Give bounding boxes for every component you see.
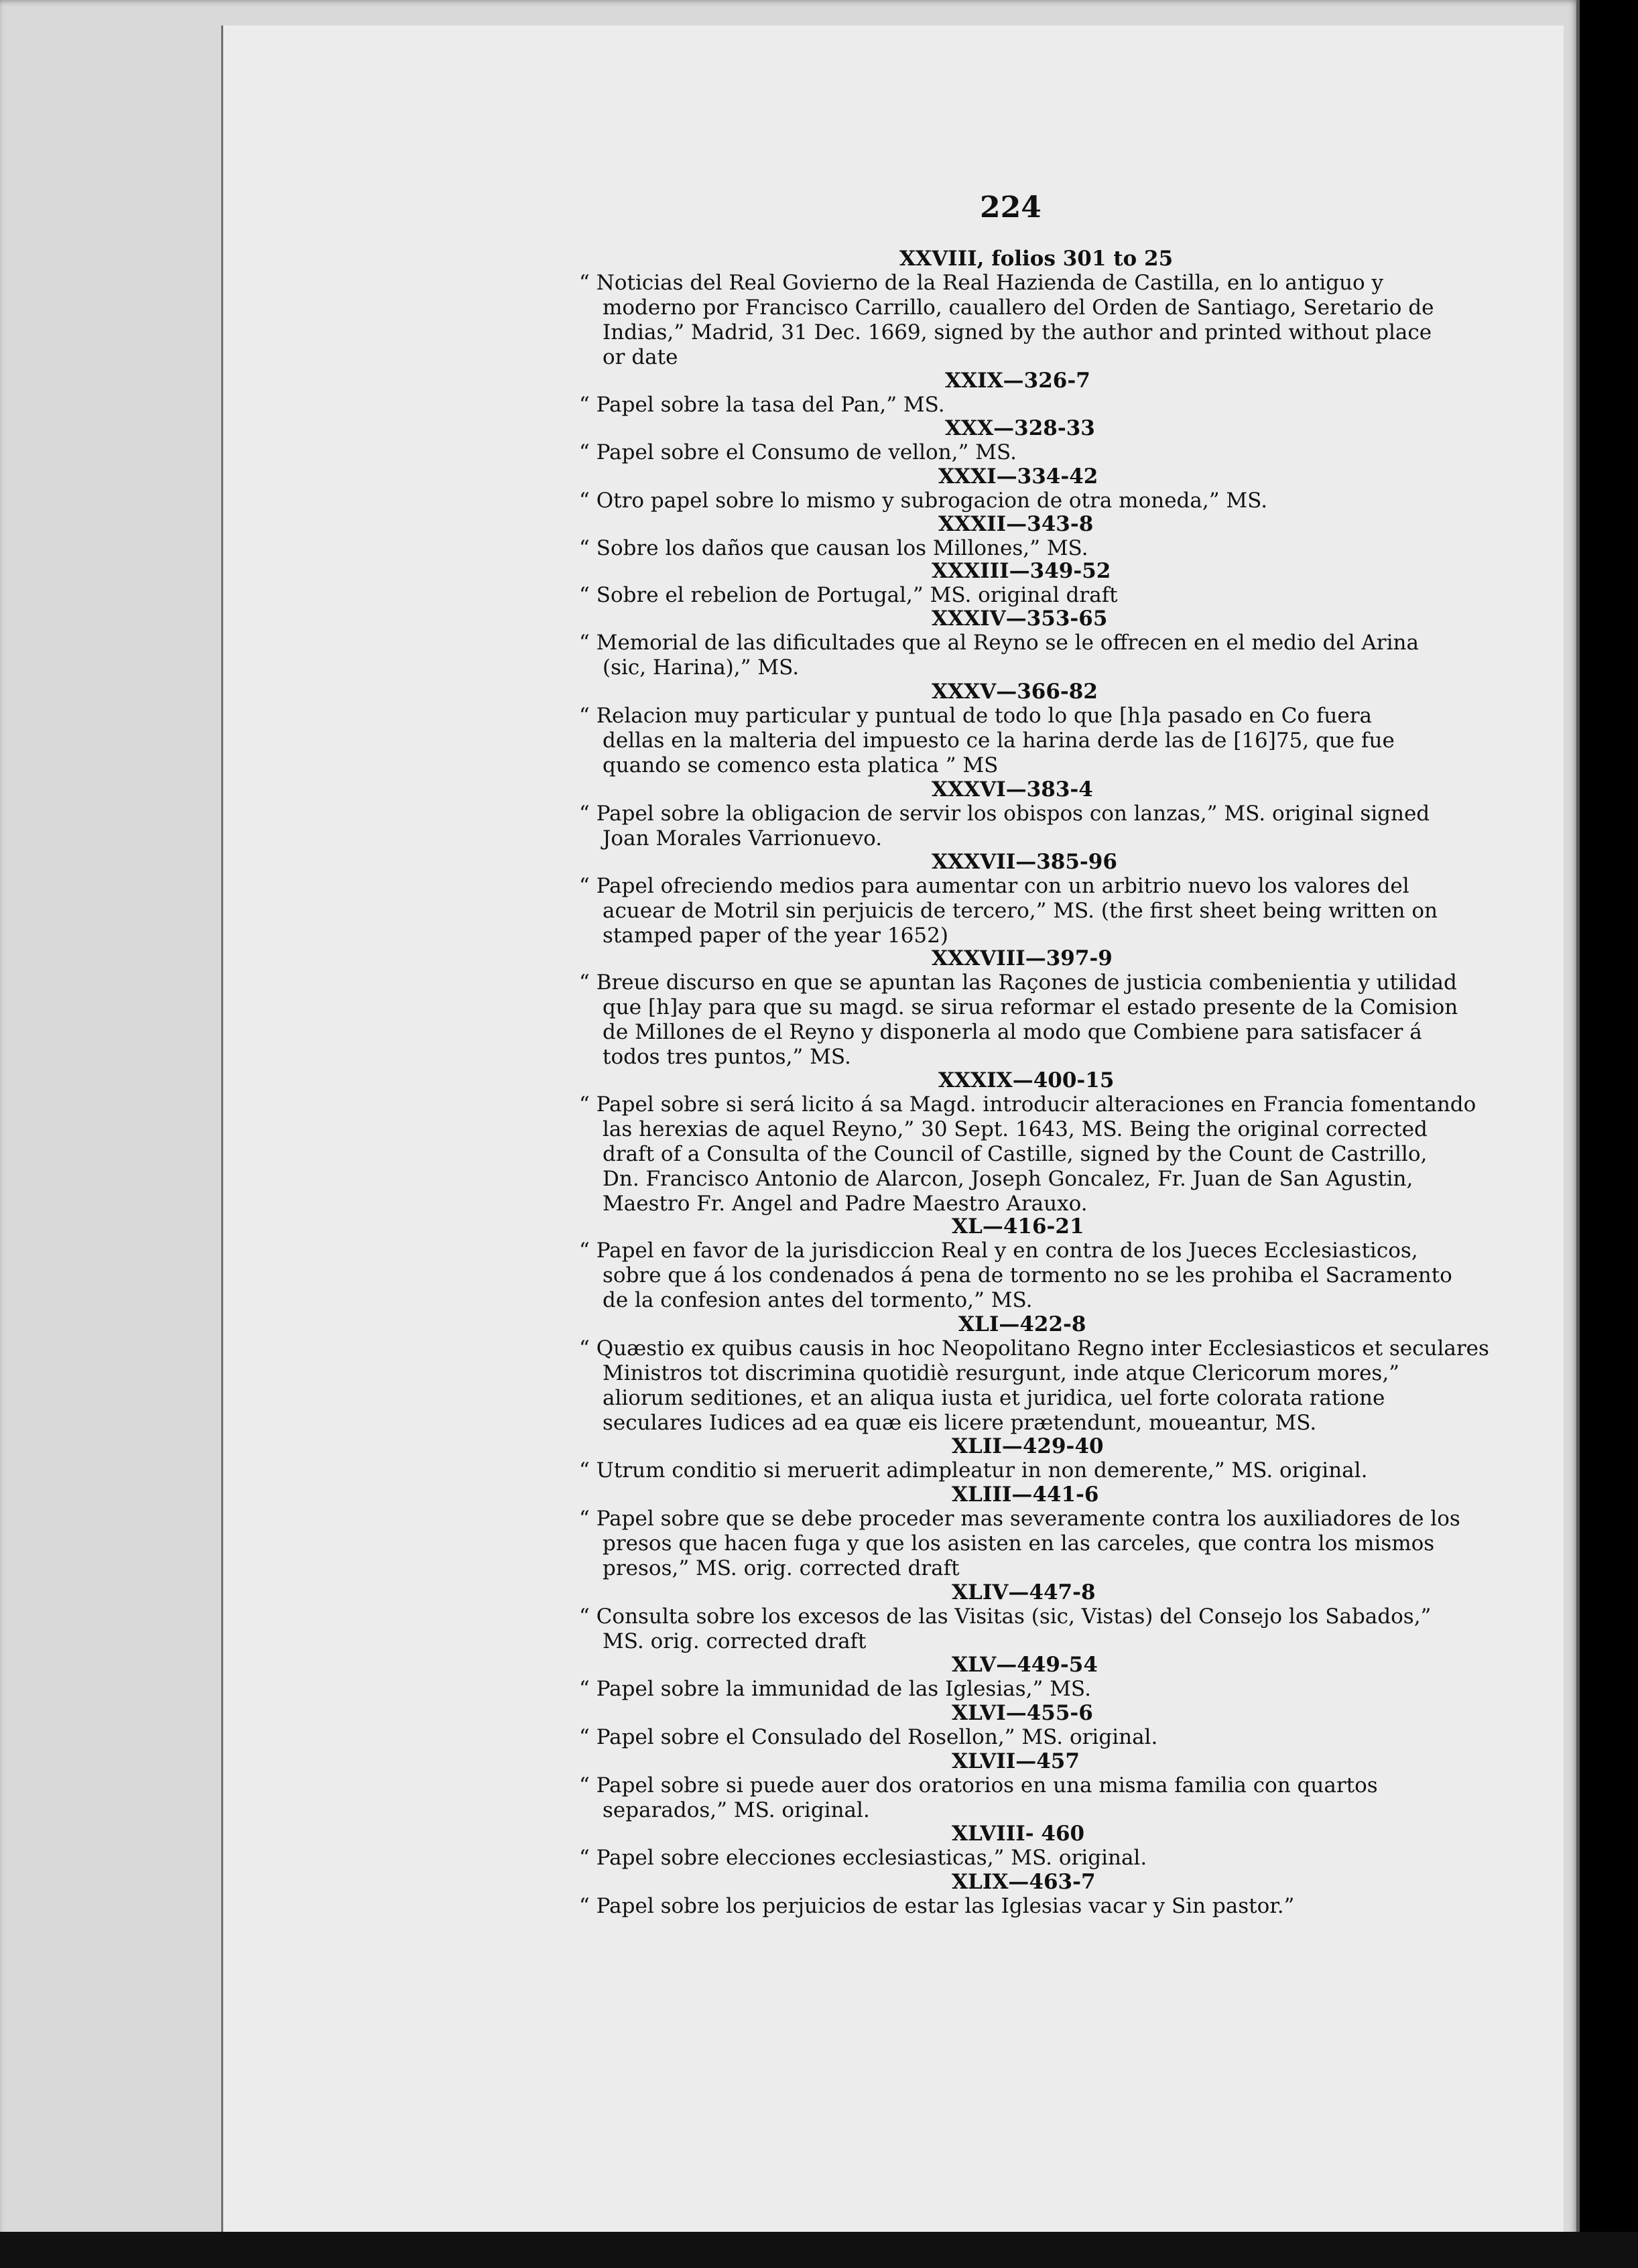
entry-line: stamped paper of the year 1652) (603, 924, 948, 948)
entry-text (579, 536, 1088, 561)
entry-text (579, 1092, 1476, 1216)
entry-line: “ Sobre el rebelion de Portugal,” MS. original draft (579, 583, 1118, 607)
entry-line: “ Papel sobre la obligacion de servir los obispos con lanzas,” MS. original signed (579, 802, 1430, 826)
entry-line: “ Noticias del Real Govierno de la Real Hazienda de Castilla, en lo antiguo y (579, 271, 1384, 295)
entry-line: moderno por Francisco Carrillo, cauallero del Orden de Santiago, Seretario de (603, 296, 1434, 320)
entry-line: “ Breue discurso en que se apuntan las Raçones de justicia combenientia y utilidad (579, 970, 1457, 995)
entry-text (579, 489, 1267, 513)
entry-text (579, 631, 1419, 680)
entry-line: “ Papel sobre los perjuicios de estar las Iglesias vacar y Sin pastor.” (579, 1894, 1295, 1918)
entry-line: de Millones de el Reyno y disponerla al modo que Combiene para satisfacer á (603, 1020, 1422, 1044)
entry-text (579, 1336, 1489, 1436)
entry-text (579, 970, 1458, 1070)
entry-text (579, 1604, 1431, 1654)
entry-head: XXXIX—400-15 (938, 1068, 1115, 1092)
entry-head: XLI—422-8 (958, 1312, 1086, 1336)
entry-head: XLVI—455-6 (952, 1701, 1093, 1725)
entry-line: acuear de Motril sin perjuicis de tercero,” MS. (the first sheet being written on (603, 899, 1438, 923)
entry-line: seculares Iudices ad ea quæ eis licere prætendunt, moueantur, MS. (603, 1411, 1317, 1435)
entry-head: XXXII—343-8 (938, 512, 1094, 536)
entry-head: XLIX—463-7 (952, 1870, 1096, 1894)
entry-text (579, 1458, 1367, 1483)
entry-text (579, 1725, 1157, 1750)
entry-line: “ Papel en favor de la jurisdiccion Real y en contra de los Jueces Ecclesiasticos, (579, 1239, 1418, 1263)
entry-line: “ Papel sobre la tasa del Pan,” MS. (579, 393, 945, 417)
entry-line: Maestro Fr. Angel and Padre Maestro Arauxo. (603, 1192, 1088, 1216)
entry-head: XLVII—457 (952, 1749, 1080, 1773)
entry-line: que [h]ay para que su magd. se sirua reformar el estado presente de la Comision (603, 995, 1458, 1019)
entry-line: “ Utrum conditio si meruerit adimpleatur in non demerente,” MS. original. (579, 1458, 1368, 1483)
entry-head: XLII—429-40 (952, 1434, 1104, 1458)
entry-line: Joan Morales Varrionuevo. (603, 826, 883, 850)
entry-line: “ Relacion muy particular y puntual de todo lo que [h]a pasado en Co fuera (579, 704, 1373, 728)
entry-text (579, 1507, 1460, 1581)
entry-line: de la confesion antes del tormento,” MS. (603, 1288, 1033, 1312)
entry-text (579, 1846, 1147, 1871)
entry-text (579, 393, 945, 418)
entry-head: XXVIII, folios 301 to 25 (899, 247, 1174, 271)
entry-line: Dn. Francisco Antonio de Alarcon, Joseph Goncalez, Fr. Juan de San Agustin, (603, 1167, 1413, 1191)
entry-line: “ Papel sobre si será licito á sa Magd. introducir alteraciones en Francia fomentando (579, 1092, 1476, 1117)
scan-bottom-border (0, 2232, 1638, 2268)
page-right-edge (1576, 0, 1580, 2268)
entry-line: “ Papel sobre la immunidad de las Iglesias,” MS. (579, 1677, 1091, 1701)
entry-text (579, 583, 1118, 608)
entry-text (579, 440, 1017, 465)
entry-text (579, 874, 1438, 948)
entry-head: XLVIII- 460 (952, 1822, 1085, 1846)
entry-line: “ Papel sobre elecciones ecclesiasticas,” MS. original. (579, 1846, 1147, 1870)
entry-line: separados,” MS. original. (603, 1798, 870, 1822)
entry-head: XXXIV—353-65 (932, 607, 1108, 631)
entry-line: “ Papel sobre el Consumo de vellon,” MS. (579, 440, 1017, 464)
entry-line: quando se comenco esta platica ” MS (603, 753, 999, 777)
page-number: 224 (980, 190, 1042, 225)
entry-head: XXXVI—383-4 (932, 777, 1093, 802)
entry-line: “ Consulta sobre los excesos de las Visitas (sic, Vistas) del Consejo los Sabados,” (579, 1604, 1432, 1629)
entry-line: las herexias de aquel Reyno,” 30 Sept. 1643, MS. Being the original corrected (603, 1117, 1428, 1141)
entry-head: XXXIII—349-52 (932, 559, 1111, 583)
entry-line: draft of a Consulta of the Council of Castille, signed by the Count de Castrillo, (603, 1142, 1428, 1166)
entry-head: XXX—328-33 (945, 416, 1095, 440)
entry-text (579, 802, 1430, 851)
entry-text (579, 1894, 1294, 1919)
entry-line: presos que hacen fuga y que los asisten en las carceles, que contra los mismos (603, 1531, 1435, 1556)
entry-line: “ Sobre los daños que causan los Millones,” MS. (579, 536, 1088, 560)
entry-text (579, 1239, 1452, 1313)
entry-line: aliorum seditiones, et an aliqua iusta et juridica, uel forte colorata ratione (603, 1386, 1385, 1410)
entry-line: “ Papel sobre que se debe proceder mas severamente contra los auxiliadores de los (579, 1507, 1460, 1531)
entry-text (579, 1677, 1091, 1702)
entry-line: Ministros tot discrimina quotidiè resurgunt, inde atque Clericorum mores,” (603, 1361, 1400, 1385)
entry-line: sobre que á los condenados á pena de tormento no se les prohiba el Sacramento (603, 1263, 1452, 1287)
entry-head: XXXVII—385-96 (932, 850, 1117, 874)
entry-text (579, 1773, 1378, 1823)
entry-text (579, 704, 1395, 778)
entry-head: XL—416-21 (952, 1214, 1084, 1239)
entry-line: “ Quæstio ex quibus causis in hoc Neopolitano Regno inter Ecclesiasticos et seculares (579, 1336, 1489, 1361)
entry-head: XXXV—366-82 (932, 680, 1098, 704)
entry-line: “ Papel ofreciendo medios para aumentar con un arbitrio nuevo los valores del (579, 874, 1409, 898)
entry-line: Indias,” Madrid, 31 Dec. 1669, signed by the author and printed without place (603, 320, 1432, 344)
entry-line: “ Memorial de las dificultades que al Reyno se le offrecen en el medio del Arina (579, 631, 1419, 655)
entry-head: XXIX—326-7 (945, 369, 1090, 393)
entry-line: “ Papel sobre si puede auer dos oratorios en una misma familia con quartos (579, 1773, 1378, 1798)
entry-head: XXXI—334-42 (938, 464, 1098, 489)
entry-head: XLIII—441-6 (952, 1483, 1099, 1507)
entry-line: “ Papel sobre el Consulado del Rosellon,” MS. original. (579, 1725, 1158, 1749)
entry-head: XLIV—447-8 (952, 1580, 1096, 1604)
entry-line: or date (603, 345, 678, 369)
entry-text (579, 271, 1434, 370)
entry-line: “ Otro papel sobre lo mismo y subrogacion de otra moneda,” MS. (579, 489, 1268, 513)
entry-line: MS. orig. corrected draft (603, 1629, 867, 1653)
entry-line: dellas en la malteria del impuesto ce la harina derde las de [16]75, que fue (603, 729, 1395, 753)
entry-head: XXXVIII—397-9 (932, 946, 1113, 970)
entry-head: XLV—449-54 (952, 1653, 1098, 1677)
entry-line: presos,” MS. orig. corrected draft (603, 1556, 960, 1580)
entry-line: todos tres puntos,” MS. (603, 1045, 851, 1069)
entry-line: (sic, Harina),” MS. (603, 655, 800, 680)
